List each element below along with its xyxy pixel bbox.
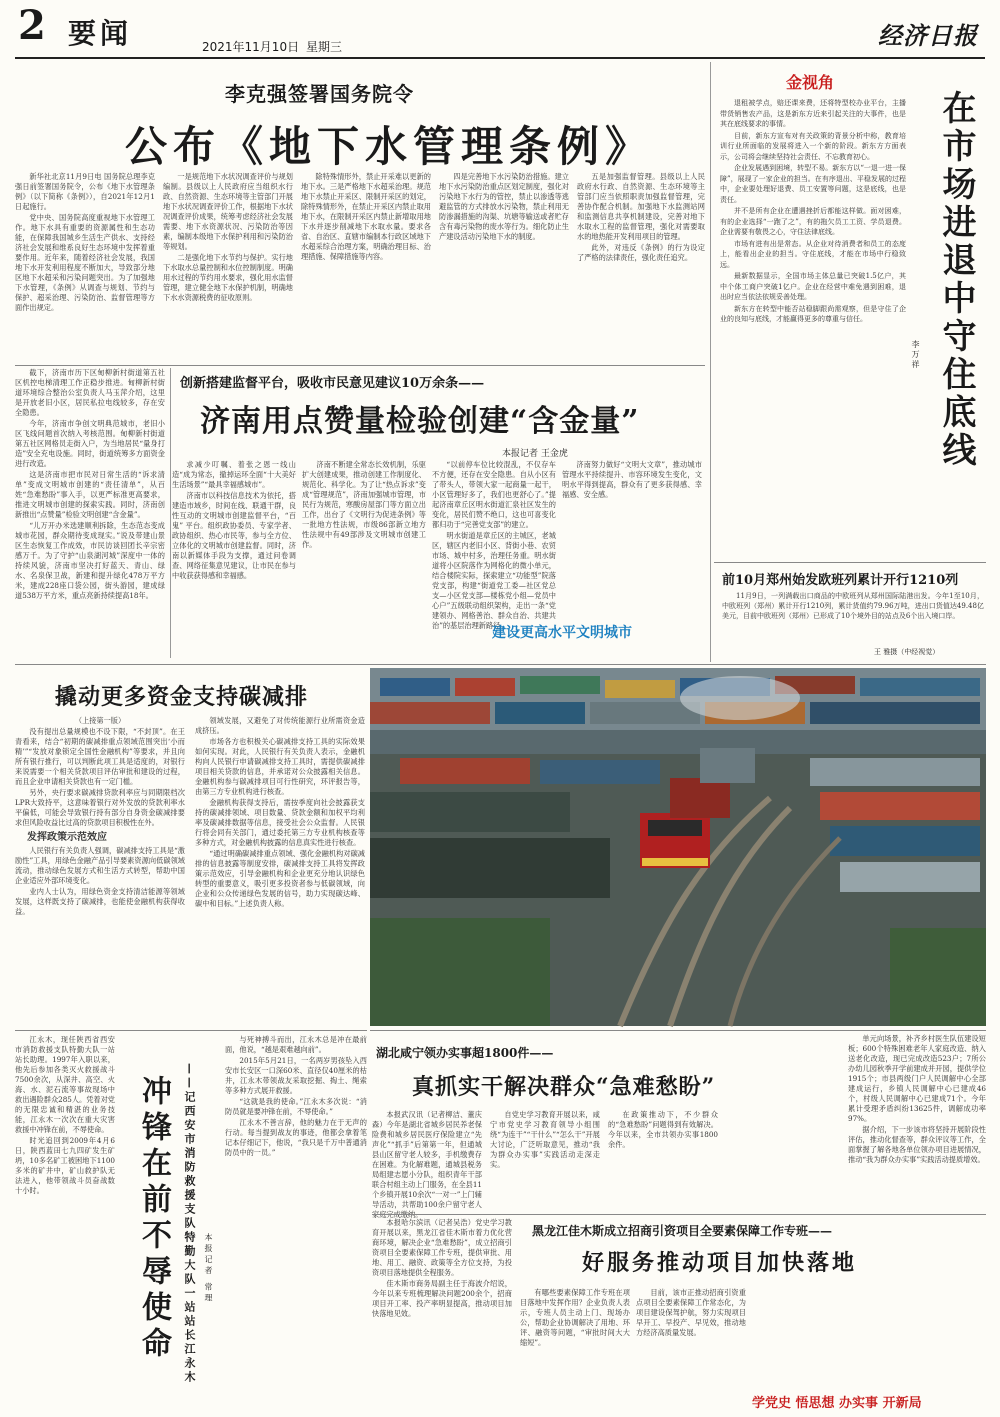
header-rule <box>15 57 985 59</box>
paragraph: 求减少叮嘱、着张之恩一线山造“成为常态，撤掉运环全面“十大美好生活场景”“最具幸福感城市”。 <box>172 460 296 489</box>
section-divider <box>370 1030 986 1031</box>
article-column <box>520 1288 630 1414</box>
paragraph: 单元向场景，补齐乡村医生队伍建设短板；600个特殊困难老年人家庭改造、纳入送老化改造，现已完成改造523户；7所公办幼儿园秋季开学前建成并开园，提供学位1915个；市县两级门户人民调解中心全部建成运行，乡镇人民调解中心已建成46个，村级人民调解中心已建成71个。今年累计受理矛盾纠纷13625件，调解成功率97%。 <box>848 1034 986 1123</box>
article-column <box>15 716 185 1028</box>
page-number: 2 <box>18 2 46 49</box>
paragraph: 这是济南市把市民对日常生活的“诉求清单”变成文明城市创建的“责任清单”，从百姓“急难愁盼”事入手，以更严标准更高要求，推进文明城市创建的探索实践。同时，济南创新推出“点赞量”检验文明创建“含金量”。 <box>15 470 165 519</box>
article-column <box>302 460 426 658</box>
paragraph: 新东方在转型中能否站稳脚跟尚需观察，但是守住了企业的良知与底线，才能赢得更多的尊重与信任。 <box>720 304 906 323</box>
paragraph: 济南市以科技信息技术为依托，搭建造市域乡，时间在线、联通干群，良性互动的文明城市创建监督平台，“百鬼” 平台。组织政协委员、专家学者、政协组织、热心市民等，参与全方位、立体化的文明城市创建监督。同时，济南以新媒体手段为支撑，通过问卷调查、网络征集意见建议，让市民在参与中收获获得感和幸福感。 <box>172 491 296 580</box>
column-rule <box>710 62 711 662</box>
campaign-banner: 学党史 悟思想 办实事 开新局 <box>752 1396 922 1411</box>
article-column <box>439 172 569 360</box>
paragraph: 截下，济南市历下区甸柳新村街道第五社区机控电梯清理工作正稳步推进。甸柳新村街道环境综合整治公室负责人马玉萍介绍，这里是开放老旧小区，居民私拉电线较多，存在安全隐患。 <box>15 368 165 417</box>
paragraph: 目前，该市正推动招商引资重点项目全要素保障工作常态化，为项目建设保驾护航，努力实现项目早开工、早投产、早见效，推动地方经济高质量发展。 <box>636 1288 746 1337</box>
paragraph: 今年，济南市争创文明典范城市，老旧小区飞线问题首次纳入考核范围。甸柳新村街道第五社区网格员走街入户，为当地居民“量身打造”安全充电设施。同时，街道统筹多方面资金进行改造。 <box>15 419 165 468</box>
article-column <box>301 172 431 360</box>
paragraph: 2015年5月21日，一名两岁男孩坠入西安市长安区一口深60米、直径仅40厘米的枯井，江永木带领战友采取挖掘、掏土、绳索等多种方式展开救援。 <box>225 1056 367 1095</box>
article-column <box>372 1218 512 1414</box>
steam-cloud <box>680 676 800 720</box>
paragraph: 没有提出总量规模也不设下限，“不封顶”。在王青看来，结合“初期的碳减排重点领域范围突出‘小而精’”“发放对象锁定全国性金融机构”等要求，并且向所有银行推行，可以判断此项工具是适度的，对银行来说需要一个相关贷款项目评估审批和建设的过程，而且企业申请相关贷款也有一定门槛。 <box>15 727 185 786</box>
paragraph: 明水街道是章丘区的主城区，老城区，辖区内老旧小区、背街小巷、农贸市场、城中村多，治理任务重。明水街道将小区院落作为网格化的微小单元，结合楼院实际，探索建立“功能型”院落党支部，构建“街道党工委—社区党总支—小区党支部—楼栋党小组—党员中心户”五级联动组织架构，走出一条“党建领办、网格善治、群众自治、共建共治”的基层治理新路径。 <box>432 531 556 630</box>
brief-headline: 前10月郑州始发欧班列累计开行1210列 <box>722 573 959 588</box>
article-column <box>490 1110 600 1210</box>
paragraph: 本报武汉讯（记者柳洁、董庆森）今年是湖北省城乡居民养老保险费和城乡居民医疗保险建立“先声化”“抓手”后第第一年，但通城县山区留守老人较多，手机缴费存在困难。为化解难题，通城县税务局组建志愿小分队，组织青年干部联合村组主动上门服务，在全县11个乡镇开展10余次“一对一”上门辅导活动，共帮助100余户留守老人 <box>372 1110 482 1209</box>
top-article <box>15 62 705 362</box>
heilongjiang-article <box>372 1216 986 1416</box>
commentary-headline: 在市场进退中守住底线 <box>936 90 976 470</box>
brief-body <box>722 591 984 645</box>
topic-banner: 建设更高水平文明城市 <box>492 625 632 641</box>
article-column <box>848 1034 986 1210</box>
article-subhead: 发挥政策示范效应 <box>27 832 107 843</box>
paragraph: 据介绍，下一步该市将坚持开展阶段性评估，推动化督查等，群众评议等工作，全面掌握了解各地各单位领办项目进展情况，推动“我为群众办实事”实践活动提质增效。 <box>848 1125 986 1164</box>
paragraph: 时光追回到2009年4月6日，陕西蓝田七九四矿发生矿坍，10多名矿工被困地下1100多米的矿井中，矿山救护队无法进入，他带领战斗员奋战数十小时。 <box>15 1136 115 1195</box>
article-kicker: 创新搭建监督平台，吸收市民意见建议10万余条—— <box>180 376 485 391</box>
article-column <box>163 172 293 360</box>
paragraph: 业内人士认为，用绿色资金支持清洁能源等领域发展，这样既支持了碳减排，也能使金融机构获得收益。 <box>15 887 185 916</box>
paragraph: “儿万开办米选建顺利拆除，生态范态变成城市花园，群众期待变成现实。”说及带建山景区生态恢复工作成效，市民访谈回团长辛宗密感万千。为了守护“山泉湖河城”深度中一体的持续风貌，济南市坚决打好蓝天、青山、绿水、名泉保卫战，新建和提升绿化478万平方米，建成228座口袋公园，街头游园，建成绿道538万平方米，重点亮新持续提高18年。 <box>15 521 165 600</box>
paragraph: 并不是所有企业在遭遇挫折后都能这样做。面对困难，有的企业选择“一跑了之”，有的拖欠员工工资、学员退费。企业需要有敬畏之心，守住法律底线。 <box>720 207 906 236</box>
paragraph: 佳木斯市商务局副主任于海波介绍说，今年以来专班梳理解决问题200余个，招商项目开工率、投产率明显提高，推动项目加快落地见效。 <box>372 1279 512 1318</box>
paragraph: 退租被学点，赔还课来费，还将特型校办业平台，主播带货销售农产品，这是新东方近来引起关注的大事件，也是其在底线要求的事情。 <box>720 99 906 128</box>
article-headline: 撬动更多资金支持碳减排 <box>55 684 309 710</box>
zhengzhou-brief <box>714 565 986 665</box>
paragraph: 新华社北京11月9日电 国务院总理李克强日前签署国务院令，公布《地下水管理条例》（以下简称《条例》），自2021年12月1日起施行。 <box>15 172 155 211</box>
column-label: 金视角 <box>786 73 835 92</box>
masthead-logo: 经济日报 <box>878 21 978 50</box>
paragraph: 领域发展，又避免了对传统能源行业所需资金造成挤压。 <box>195 716 365 735</box>
trees <box>890 928 986 1026</box>
section-divider <box>714 562 986 563</box>
column-rule <box>170 368 171 658</box>
section-divider <box>372 1214 986 1215</box>
paragraph: 人民银行有关负责人强调，碳减排支持工具是“激励性”工具，用绿色金融产品引导要素资源向低碳领域流动，推动绿色发展方式和生活方式转型，帮助中国企业适应外部环境变化。 <box>15 846 185 885</box>
paragraph: 一是规范地下水状况调查评价与规划编制。县级以上人民政府应当组织水行政、自然资源、生态环境等主管部门开展地下水状况调查评价工作，根据地下水状况调查评价成果，统筹考虑经济社会发展需要、地下水资源状况、污染防治等因素，编制本级地下水保护利用和污染防治等规划。 <box>163 172 293 251</box>
paragraph: 另外，央行要求碳减排贷款利率应与同期限档次LPR大致持平，这意味着银行对外发放的贷款利率水平偏低，可能会导致银行持有部分自身资金碳减排要求但风险收益比过高的贷款项目积极性在外。 <box>15 788 185 827</box>
paragraph: 四是完善地下水污染防治措施。建立地下水污染防治重点区划定制度，强化对污染地下水行为的管控，禁止以渗透等逃避监管的方式排放水污染物，禁止利用无防渗漏措施的沟渠、坑塘等输送或者贮存含有毒污染物的废水等行为。细化防止生产建设活动污染地下水的制度。 <box>439 172 569 241</box>
issue-date: 2021年11月10日 <box>202 40 300 54</box>
paragraph: 市场各方也积极关心碳减排支持工具的实际效果如何实现。对此，人民银行有关负责人表示，金融机构向人民银行申请碳减排支持工具时，需提供碳减排项目相关贷款的信息，并承诺对公众披露相关信息。金融机构参与碳减排项目可行性研究，环评报告等，由第三方专业机构进行核查。 <box>195 737 365 796</box>
paragraph: “这就是我的使命。”江永木多次说：“消防员就是要冲锋在前，不辱使命。” <box>225 1097 367 1116</box>
jinshijiao-commentary <box>714 62 986 562</box>
section-divider <box>15 664 986 665</box>
article-column <box>372 1110 482 1210</box>
paragraph: 最新数据显示，全国市场主体总量已突破1.5亿户，其中个体工商户突破1亿户。企业在经营中难免遇到困难，退出时应当依法依规妥善处理。 <box>720 272 906 301</box>
jinan-sidebar <box>15 368 165 658</box>
feature-headline: 冲锋在前不辱使命 <box>136 1075 171 1363</box>
article-byline: 本报记者 王金虎 <box>502 449 568 459</box>
paragraph: 企业发展遇到困境，转型不易。新东方以“一退一进一保障”，展现了一家企业的担当。在有序退出、平稳发展的过程中，企业要处理好退费、员工安置等问题，这是底线，也是责任。 <box>720 164 906 204</box>
commentary-author: 李万祥 <box>911 340 920 370</box>
feature-byline: 本报记者 常理 <box>204 1233 213 1305</box>
paragraph: 此外，对违反《条例》的行为设定了严格的法律责任，强化责任追究。 <box>577 243 705 262</box>
paragraph: “通过明确碳减排重点领域、强化金融机构对碳减排的信息披露等制度安排，碳减排支持工具将发挥政策示范效应，引导金融机构和企业更充分地认识绿色转型的重要意义，吸引更多投资者参与低碳领域，向企业和公众传递绿色发展的信号，助力实现碳达峰、碳中和目标。”上述负责人称。 <box>195 849 365 908</box>
photo-credit: 王 雅摄（中经视觉） <box>874 648 940 656</box>
article-headline: 好服务推动项目加快落地 <box>582 1250 858 1276</box>
article-kicker: 李克强签署国务院令 <box>225 82 414 106</box>
paragraph: 与死神搏斗而出，江永木总是冲在最前面，他说，“越是艰难越向前”。 <box>225 1035 367 1054</box>
article-column <box>562 460 702 616</box>
article-column <box>15 1035 115 1411</box>
article-headline: 公布《地下水管理条例》 <box>125 122 654 171</box>
article-column <box>225 1035 367 1411</box>
paragraph: 五是加强监督管理。县级以上人民政府水行政、自然资源、生态环境等主管部门应当依照职责加强监督管理，完善协作配合机制。加强地下水监测站网和监测信息共享机制建设，完善对地下水取水工程的监督管理，强化对需要取水的地热能开发利用项目的管理。 <box>577 172 705 241</box>
paragraph: 市场有进有出是常态。从企业对待消费者和员工的态度上，能看出企业的担当。守住底线，才能在市场中行稳致远。 <box>720 239 906 269</box>
paragraph: 自党史学习教育开展以来，咸宁市党史学习教育领导小组围绕“为连干”“干什么”“怎么干”开展大讨论，广泛听取意见，推动“我为群众办实事”实践活动走深走实。 <box>490 1110 600 1169</box>
page-header <box>0 0 1000 60</box>
article-kicker: 黑龙江佳木斯成立招商引资项目全要素保障工作专班—— <box>532 1224 833 1238</box>
issue-weekday: 星期三 <box>306 40 343 54</box>
article-headline: 真抓实干解决群众“急难愁盼” <box>412 1074 716 1100</box>
article-column <box>636 1288 746 1414</box>
article-kicker: 湖北咸宁领办实事超1800件—— <box>376 1046 554 1060</box>
paragraph: 二是强化地下水节约与保护。实行地下水取水总量控制和水位控制制度。明确用水过程的节约用水要求，强化用水监督管理，建立健全地下水保护机制，明确地下水水资源税费的征收原则。 <box>163 253 293 302</box>
freight-train-photo <box>370 668 986 1026</box>
article-column <box>608 1110 718 1210</box>
feature-article <box>15 1033 367 1417</box>
section-divider <box>15 365 705 366</box>
section-divider <box>15 1030 367 1031</box>
paragraph: 11月9日，一列满载出口商品的中欧班列从郑州国际陆港出发。今年1至10月，中欧班列（郑州）累计开行1210列，累计货值约79.96万吨，进出口货值达49.48亿美元，目前中欧班列（郑州）已形成了10个境外目的站点及6个出入境口岸。 <box>722 592 984 620</box>
article-column <box>195 716 365 1028</box>
article-column <box>15 172 155 360</box>
paragraph: 江永木不善言辞，他的魅力在于无声的行动。每当提到战友的事迹，他都会拿着笔记本仔细记下，他说，“我只是千万中普通消防员中的一员。” <box>225 1118 367 1157</box>
article-headline: 济南用点赞量检验创建“含金量” <box>200 404 640 439</box>
paragraph: 济南努力做好“文明大文章”，推动城市管理水平持续提升、市容环境发生变化，文明水平得到提高，群众有了更多获得感、幸福感、安全感。 <box>562 460 702 499</box>
paragraph: “以前停车位比较混乱，不仅存车不方便，还存在安全隐患。自从小区有了带头人，带领大家一起商量一起干，小区管理好多了，我们也更舒心了。”提起济南章丘区明水街道汇泉社区发生的变化，居民们赞不绝口，这也可喜变化都归功于“完善党支部”的建立。 <box>432 460 556 529</box>
continued-note: （上接第一版） <box>74 716 126 725</box>
paragraph: 济南不断建全常态长效机制，乐驱扩大创建成果，推动创建工作制度化、规范化、科学化。为了让“热点诉求”变成“管理规范”，济南加强城市管理，市民行为规范，寒酸房屋部门等方面立出工作，出台了《文明行为促进条例》等一批地方性法规，市级86部新立地方性法规中有49部涉及文明城市创建工作。 <box>302 460 426 549</box>
feature-subtitle: ——记西安市消防救援支队特勤大队一站站长江永木 <box>183 1063 196 1385</box>
paragraph: 党中央、国务院高度重视地下水管理工作。地下水具有重要的资源属性和生态功能，在保障我国城乡生活生产供水、支持经济社会发展和维系良好生态环境中发挥着重要作用。近年来，随着经济社会发展，我国地下水开发利用程度不断加大，导致部分地区地下水超采和污染问题突出。为了加强地下水管理，《条例》从调查与规划、节约与保护、超采治理、污染防治、监督管理等方面作出规定。 <box>15 213 155 312</box>
trees <box>370 918 550 1026</box>
commentary-body <box>720 98 906 558</box>
article-column <box>172 460 296 658</box>
paragraph: 除特殊情形外，禁止开采难以更新的地下水。三是严格地下水超采治理。规范地下水禁止开采区、限制开采区的划定，除特殊情形外，在禁止开采区内禁止取用地下水，在限制开采区内禁止新增取用地下水并逐步削减地下水取水量。要求各省、自治区、直辖市编制本行政区域地下水超采综合治理方案，明确治理目标、治理措施、保障措施等内容。 <box>301 172 431 261</box>
paragraph: 江永木，现任陕西省西安市消防救援支队特勤大队一站站长助理。1997年入职以来，他先后参加各类灭火救援战斗7500余次，从深井、高空、火海、水、泥石流等事故现场中救出遇险群众285人。凭着对党的无限忠诚和精湛的业务技能，江永木一次次在重大灾害救援中冲锋在前，不辱使命。 <box>15 1035 115 1134</box>
carbon-article <box>15 668 367 1028</box>
paragraph: 本报哈尔滨讯（记者吴浩）党史学习教育开展以来，黑龙江省佳木斯市着力优化营商环境，解决企业“急难愁盼”，成立招商引资项目全要素保障工作专班，提供审批、用地、用工、融资、政策等全方位支持，为投资项目落地提供全程服务。 <box>372 1218 512 1277</box>
jinan-article <box>172 368 705 658</box>
xianning-article <box>372 1034 986 1214</box>
photo-illustration <box>370 668 986 1026</box>
paragraph: 在政策推动下，不少群众的“急难愁盼”问题得到有效解决。今年以来，全市共领办实事1800余件。 <box>608 1110 718 1149</box>
paragraph: 有哪些要素保障工作专班在项目落地中发挥作用？企业负责人表示，专班人员主动上门、现场办公，帮助企业协调解决了用地、环评、融资等问题，“审批时间大大缩短”。 <box>520 1288 630 1347</box>
paragraph: 目前，新东方宣布对有关政策的背景分析中称，教育培训行业所面临的发展将进入一个新的阶段。新东方方面表示，公司将会继续坚持社会责任、不忘教育初心。 <box>720 131 906 161</box>
section-name: 要闻 <box>68 17 133 50</box>
paragraph: 金融机构获得支持后，需按季度向社会披露获支持的碳减排领域、项目数量、贷款金额和加权平均利率及碳减排数据等信息，接受社会公众监督。人民银行将会同有关部门，通过委托第三方专业机构核查等多种方式，对金融机构披露的信息真实性进行核查。 <box>195 798 365 847</box>
article-column <box>577 172 705 360</box>
